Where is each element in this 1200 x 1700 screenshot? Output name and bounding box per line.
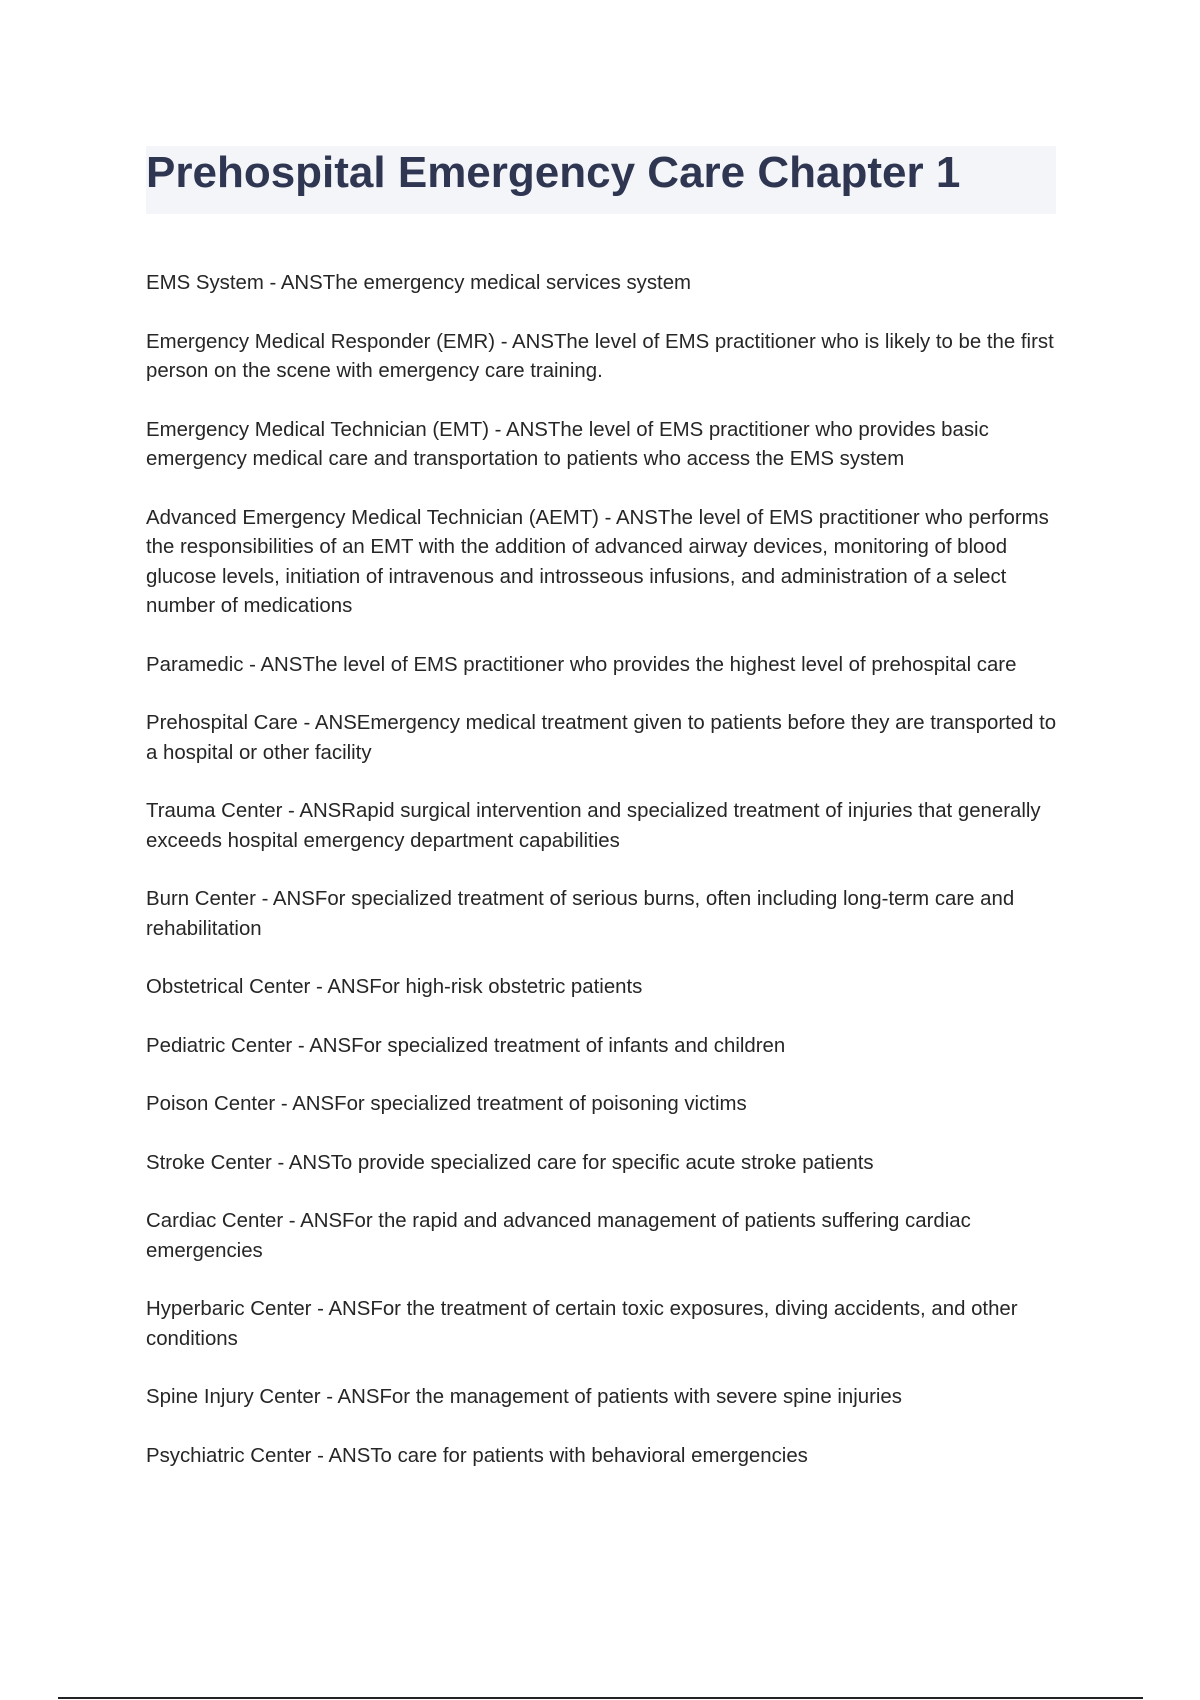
definition-list xyxy=(146,269,1066,1500)
definition-entry: Spine Injury Center - ANSFor the management of patients with severe spine injuries xyxy=(146,1386,902,1408)
definition-entry: Pediatric Center - ANSFor specialized treatment of infants and children xyxy=(146,1034,786,1057)
definition-entry: Burn Center - ANSFor specialized treatment of serious burns, often including long-term care and rehabilitation xyxy=(146,888,1015,940)
definition-entry: Hyperbaric Center - ANSFor the treatment of certain toxic exposures, diving accidents, and other conditions xyxy=(146,1298,1018,1350)
definition-entry: Prehospital Care - ANSEmergency medical treatment given to patients before they are transported to a hospital or other facility xyxy=(146,712,1057,764)
page-title: Prehospital Emergency Care Chapter 1 xyxy=(146,148,961,197)
footer-divider xyxy=(58,1697,1143,1699)
definition-entry: Stroke Center - ANSTo provide specialized care for specific acute stroke patients xyxy=(146,1151,874,1174)
definition-entry: EMS System - ANSThe emergency medical services system xyxy=(146,272,692,294)
definition-entry: Obstetrical Center - ANSFor high-risk obstetric patients xyxy=(146,976,643,998)
definition-entry: Poison Center - ANSFor specialized treatment of poisoning victims xyxy=(146,1093,747,1115)
definition-entry: Paramedic - ANSThe level of EMS practitioner who provides the highest level of prehospital care xyxy=(146,653,1017,676)
definition-entry: Psychiatric Center - ANSTo care for patients with behavioral emergencies xyxy=(146,1444,808,1467)
definition-entry: Cardiac Center - ANSFor the rapid and advanced management of patients suffering cardiac emergencies xyxy=(146,1210,971,1262)
definition-entry: Advanced Emergency Medical Technician (AEMT) - ANSThe level of EMS practitioner who performs the responsibilities of an EMT with the addition of advanced airway devices, monitoring of blood glucose levels, initiation of intravenous and introsseous infusions, and administration of a select number of medications xyxy=(146,506,1049,617)
definition-entry: Trauma Center - ANSRapid surgical intervention and specialized treatment of injuries that generally exceeds hospital emergency department capabilities xyxy=(146,800,1041,852)
definition-entry: Emergency Medical Technician (EMT) - ANSThe level of EMS practitioner who provides basic emergency medical care and transportation to patients who access the EMS system xyxy=(146,418,989,470)
definition-entry: Emergency Medical Responder (EMR) - ANSThe level of EMS practitioner who is likely to be the first person on the scene with emergency care training. xyxy=(146,330,1054,382)
